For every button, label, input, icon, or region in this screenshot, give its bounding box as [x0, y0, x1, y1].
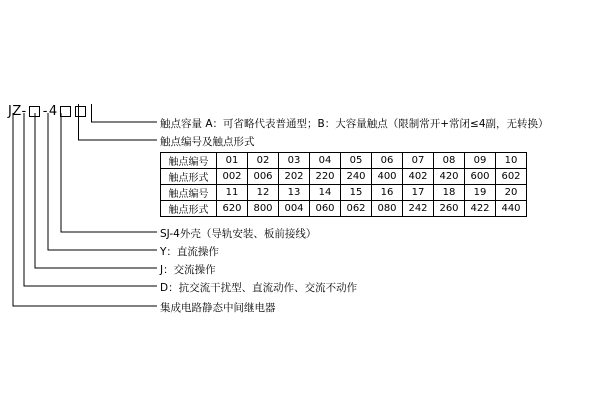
- table-cell: 422: [465, 201, 496, 217]
- table-cell: 440: [496, 201, 527, 217]
- table-cell: 04: [310, 153, 341, 169]
- table-cell: 12: [248, 185, 279, 201]
- annotation-y-dc-operation: Y：直流操作: [160, 246, 219, 258]
- table-cell: 05: [341, 153, 372, 169]
- table-row: [161, 153, 527, 169]
- model-dash: -: [42, 104, 48, 119]
- table-cell: 220: [310, 169, 341, 185]
- table-row-label: 触点形式: [161, 169, 217, 185]
- table-cell: 11: [217, 185, 248, 201]
- table-cell: 402: [403, 169, 434, 185]
- annotation-contact-capacity: 触点容量 A：可省略代表普通型；B：大容量触点（限制常开+常闭≤4副，无转换）: [160, 118, 549, 130]
- annotation-contact-number-form: 触点编号及触点形式: [160, 136, 255, 148]
- table-cell: 060: [310, 201, 341, 217]
- table-row: [161, 169, 527, 185]
- table-cell: 07: [403, 153, 434, 169]
- model-box-1: [29, 106, 40, 117]
- table-cell: 08: [434, 153, 465, 169]
- table-cell: 420: [434, 169, 465, 185]
- table-row-label: 触点编号: [161, 185, 217, 201]
- table-cell: 18: [434, 185, 465, 201]
- annotation-product-title: 集成电路静态中间继电器: [160, 302, 276, 314]
- model-series: 4: [48, 103, 58, 119]
- table-cell: 800: [248, 201, 279, 217]
- table-cell: 062: [341, 201, 372, 217]
- contact-code-table: [160, 152, 527, 217]
- table-cell: 03: [279, 153, 310, 169]
- model-prefix: JZ-: [8, 103, 27, 119]
- table-cell: 400: [372, 169, 403, 185]
- table-cell: 602: [496, 169, 527, 185]
- table-cell: 600: [465, 169, 496, 185]
- table-cell: 15: [341, 185, 372, 201]
- annotation-d-anti-interference: D：抗交流干扰型、直流动作、交流不动作: [160, 282, 358, 294]
- table-row-label: 触点形式: [161, 201, 217, 217]
- table-cell: 02: [248, 153, 279, 169]
- annotation-shell: SJ-4外壳（导轨安装、板前接线）: [160, 228, 317, 240]
- table-cell: 620: [217, 201, 248, 217]
- table-cell: 10: [496, 153, 527, 169]
- table-row: [161, 185, 527, 201]
- contact-code-table-body: [161, 153, 527, 217]
- table-cell: 002: [217, 169, 248, 185]
- table-cell: 14: [310, 185, 341, 201]
- model-box-2: [60, 106, 71, 117]
- table-cell: 20: [496, 185, 527, 201]
- table-row-label: 触点编号: [161, 153, 217, 169]
- table-cell: 13: [279, 185, 310, 201]
- table-cell: 16: [372, 185, 403, 201]
- table-cell: 242: [403, 201, 434, 217]
- table-cell: 240: [341, 169, 372, 185]
- table-cell: 01: [217, 153, 248, 169]
- model-box-3: [75, 106, 86, 117]
- table-cell: 260: [434, 201, 465, 217]
- table-cell: 080: [372, 201, 403, 217]
- table-cell: 17: [403, 185, 434, 201]
- table-cell: 006: [248, 169, 279, 185]
- table-cell: 202: [279, 169, 310, 185]
- table-cell: 06: [372, 153, 403, 169]
- annotation-j-ac-operation: J：交流操作: [160, 264, 216, 276]
- table-row: [161, 201, 527, 217]
- table-cell: 09: [465, 153, 496, 169]
- table-cell: 004: [279, 201, 310, 217]
- table-cell: 19: [465, 185, 496, 201]
- model-code: [8, 104, 88, 119]
